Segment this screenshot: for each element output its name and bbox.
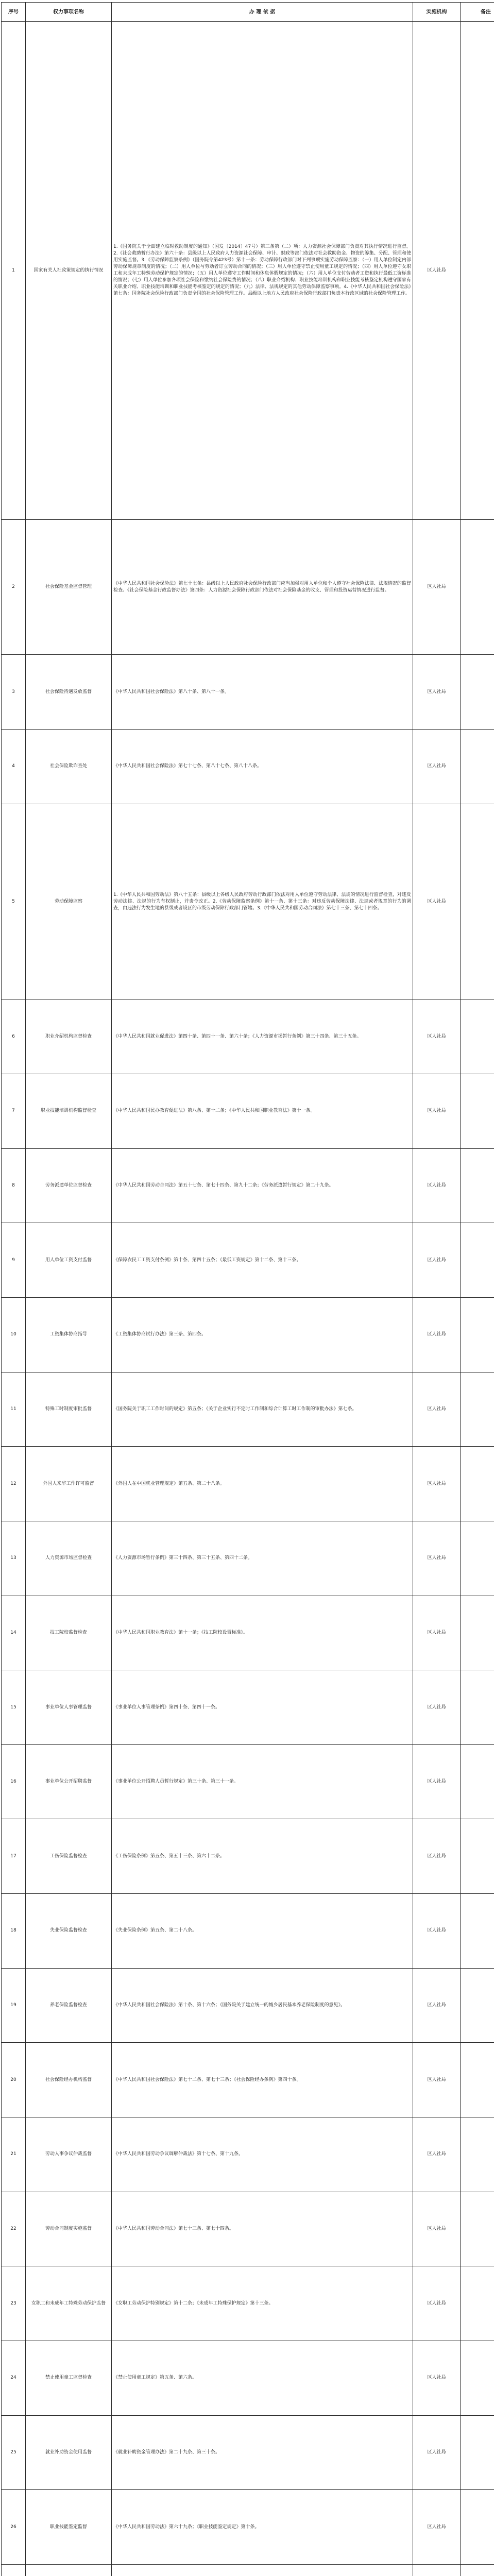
table-row	[2, 2192, 494, 2266]
cell-dept: 区人社局	[413, 1744, 461, 1819]
cell-note	[461, 1074, 494, 1149]
table-row	[2, 2490, 494, 2565]
cell-seq: 1	[2, 22, 26, 520]
cell-seq: 18	[2, 1894, 26, 1969]
cell-name: 社会保险待遇发放监督	[26, 655, 112, 730]
cell-dept: 区人社局	[413, 804, 461, 999]
cell-seq: 26	[2, 2490, 26, 2565]
cell-dept: 区人社局	[413, 2043, 461, 2117]
cell-basis: 《中华人民共和国劳动合同法》第五十七条、第七十四条、第九十二条；《劳务派遣暂行规定》第二十九条。	[112, 1148, 413, 1223]
cell-note	[461, 2043, 494, 2117]
header-seq: 序号	[2, 3, 26, 22]
cell-basis: 1.《中华人民共和国劳动法》第八十五条：县级以上各级人民政府劳动行政部门依法对用人单位遵守劳动法律、法规的情况进行监督检查，对违反劳动法律、法规的行为有权制止，并责令改正。2.《劳动保障监察条例》第十一条、第十三条：对违反劳动保障法律、法规或者规章的行为的调查，由违法行为发生地的县级或者设区的市级劳动保障行政部门管辖。3.《中华人民共和国劳动合同法》第七十三条、第七十四条。	[112, 804, 413, 999]
cell-seq: 13	[2, 1521, 26, 1596]
cell-name: 禁止使用童工监督检查	[26, 2341, 112, 2415]
cell-name: 事业单位人事管理监督	[26, 1670, 112, 1745]
cell-note	[461, 1819, 494, 1894]
table-row	[2, 1521, 494, 1596]
cell-note	[461, 1670, 494, 1745]
cell-name: 劳动保障监察	[26, 804, 112, 999]
table-row	[2, 22, 494, 520]
cell-seq: 25	[2, 2415, 26, 2490]
table-row	[2, 2341, 494, 2415]
cell-basis: 《中华人民共和国社会保险法》第七十七条、第八十七条、第八十八条。	[112, 730, 413, 804]
cell-note	[461, 1744, 494, 1819]
cell-name: 劳动人事争议仲裁监督	[26, 2117, 112, 2192]
cell-seq: 17	[2, 1819, 26, 1894]
cell-basis: 《中华人民共和国就业促进法》第四十条、第四十一条、第六十条；《人力资源市场暂行条例》第三十四条、第三十五条。	[112, 999, 413, 1074]
cell-note	[461, 730, 494, 804]
cell-note	[461, 2415, 494, 2490]
cell-basis: 《工资集体协商试行办法》第三条、第四条。	[112, 1297, 413, 1372]
cell-dept: 区人社局	[413, 1819, 461, 1894]
table-row	[2, 2043, 494, 2117]
cell-dept: 区人社局	[413, 2490, 461, 2565]
table-row	[2, 1819, 494, 1894]
cell-seq: 11	[2, 1372, 26, 1447]
cell-basis: 《失业保险条例》第五条、第二十八条。	[112, 1894, 413, 1969]
cell-seq	[2, 2564, 26, 2576]
cell-note	[461, 2192, 494, 2266]
cell-name: 社会保险基金监督管理	[26, 520, 112, 655]
table-row	[2, 1223, 494, 1298]
cell-name: 国家有关人社政策规定的执行情况	[26, 22, 112, 520]
cell-dept: 区人社局	[413, 1297, 461, 1372]
cell-basis: 《事业单位公开招聘人员暂行规定》第三十条、第三十一条。	[112, 1744, 413, 1819]
cell-dept: 区人社局	[413, 999, 461, 1074]
header-dept: 实施机构	[413, 3, 461, 22]
cell-basis: 《禁止使用童工规定》第五条、第六条。	[112, 2341, 413, 2415]
cell-name: 就业补助资金使用监督	[26, 2415, 112, 2490]
cell-basis: 《中华人民共和国社会保险法》第十条、第十六条；《国务院关于建立统一的城乡居民基本养老保险制度的意见》。	[112, 1968, 413, 2043]
cell-name: 人力资源市场监督检查	[26, 1521, 112, 1596]
cell-seq: 12	[2, 1447, 26, 1521]
table-row	[2, 1148, 494, 1223]
cell-dept: 区人社局	[413, 1521, 461, 1596]
table-row	[2, 655, 494, 730]
cell-basis	[112, 2564, 413, 2576]
cell-name: 劳务派遣单位监督检查	[26, 1148, 112, 1223]
cell-seq: 15	[2, 1670, 26, 1745]
cell-dept: 区人社局	[413, 655, 461, 730]
cell-seq: 7	[2, 1074, 26, 1149]
cell-seq: 21	[2, 2117, 26, 2192]
table-row	[2, 1670, 494, 1745]
cell-name: 女职工和未成年工特殊劳动保护监督	[26, 2266, 112, 2341]
cell-name: 社会保险经办机构监督	[26, 2043, 112, 2117]
cell-basis: 《中华人民共和国社会保险法》第八十条、第八十一条。	[112, 655, 413, 730]
table-row	[2, 1894, 494, 1969]
cell-note	[461, 520, 494, 655]
table-body	[2, 22, 494, 2576]
cell-seq: 8	[2, 1148, 26, 1223]
cell-basis: 1.《国务院关于全面建立临时救助制度的通知》（国发〔2014〕47号）第三条第（二）项：人力资源社会保障部门负责对其执行情况进行监督。2.《社会救助暂行办法》第六十条：县级以上人民政府人力资源社会保障、审计、财政等部门依法对社会救助资金、物资的筹集、分配、管理和使用实施监督。3.《劳动保障监察条例》（国务院令第423号）第十一条：劳动保障行政部门对下列事项实施劳动保障监察：（一）用人单位制定内部劳动保障规章制度的情况；（二）用人单位与劳动者订立劳动合同的情况；（三）用人单位遵守禁止使用童工规定的情况；（四）用人单位遵守女职工和未成年工特殊劳动保护规定的情况；（五）用人单位遵守工作时间和休息休假规定的情况；（六）用人单位支付劳动者工资和执行最低工资标准的情况；（七）用人单位参加各项社会保险和缴纳社会保险费的情况；（八）职业介绍机构、职业技能培训机构和职业技能考核鉴定机构遵守国家有关职业介绍、职业技能培训和职业技能考核鉴定的规定的情况；（九）法律、法规规定的其他劳动保障监察事项。4.《中华人民共和国社会保险法》第七条：国务院社会保险行政部门负责全国的社会保险管理工作。县级以上地方人民政府社会保险行政部门负责本行政区域的社会保险管理工作。	[112, 22, 413, 520]
cell-dept: 区人社局	[413, 1968, 461, 2043]
cell-note	[461, 2564, 494, 2576]
cell-name: 工资集体协商指导	[26, 1297, 112, 1372]
table-row	[2, 2564, 494, 2576]
header-basis: 办 理 依 据	[112, 3, 413, 22]
cell-name: 外国人来华工作许可监督	[26, 1447, 112, 1521]
cell-basis: 《中华人民共和国劳动法》第六十九条；《职业技能鉴定规定》第十条。	[112, 2490, 413, 2565]
cell-note	[461, 1297, 494, 1372]
cell-note	[461, 655, 494, 730]
cell-name: 职业技能培训机构监督检查	[26, 1074, 112, 1149]
table-row	[2, 2117, 494, 2192]
cell-note	[461, 2341, 494, 2415]
cell-dept: 区人社局	[413, 2415, 461, 2490]
cell-basis: 《中华人民共和国民办教育促进法》第八条、第十二条；《中华人民共和国职业教育法》第十一条。	[112, 1074, 413, 1149]
table-row	[2, 1968, 494, 2043]
cell-name: 用人单位工资支付监督	[26, 1223, 112, 1298]
cell-basis: 《保障农民工工资支付条例》第十条、第四十五条；《最低工资规定》第十二条、第十三条。	[112, 1223, 413, 1298]
table-row	[2, 804, 494, 999]
table-row	[2, 730, 494, 804]
cell-note	[461, 804, 494, 999]
cell-dept	[413, 2564, 461, 2576]
cell-name: 社会保险欺诈查处	[26, 730, 112, 804]
cell-dept: 区人社局	[413, 1596, 461, 1670]
cell-dept: 区人社局	[413, 2341, 461, 2415]
cell-name: 劳动合同制度实施监督	[26, 2192, 112, 2266]
cell-name: 工伤保险监督检查	[26, 1819, 112, 1894]
cell-seq: 10	[2, 1297, 26, 1372]
cell-note	[461, 1447, 494, 1521]
cell-name: 事业单位公开招聘监督	[26, 1744, 112, 1819]
cell-basis: 《中华人民共和国劳动争议调解仲裁法》第十七条、第十九条。	[112, 2117, 413, 2192]
cell-dept: 区人社局	[413, 1148, 461, 1223]
cell-name: 职业技能鉴定监督	[26, 2490, 112, 2565]
table-row	[2, 1372, 494, 1447]
cell-dept: 区人社局	[413, 2117, 461, 2192]
cell-seq: 5	[2, 804, 26, 999]
cell-dept: 区人社局	[413, 2266, 461, 2341]
cell-seq: 19	[2, 1968, 26, 2043]
table-row	[2, 2415, 494, 2490]
cell-basis: 《中华人民共和国社会保险法》第七十七条：县级以上人民政府社会保险行政部门应当加强对用人单位和个人遵守社会保险法律、法规情况的监督检查。《社会保险基金行政监督办法》第四条：人力资源社会保障行政部门依法对社会保险基金的收支、管理和投资运营情况进行监督。	[112, 520, 413, 655]
cell-note	[461, 999, 494, 1074]
cell-seq: 23	[2, 2266, 26, 2341]
cell-seq: 14	[2, 1596, 26, 1670]
cell-note	[461, 1596, 494, 1670]
cell-dept: 区人社局	[413, 2192, 461, 2266]
cell-seq: 4	[2, 730, 26, 804]
cell-note	[461, 22, 494, 520]
cell-basis: 《工伤保险条例》第五条、第五十三条、第六十二条。	[112, 1819, 413, 1894]
cell-seq: 9	[2, 1223, 26, 1298]
table-row	[2, 1744, 494, 1819]
cell-name: 特殊工时制度审批监督	[26, 1372, 112, 1447]
cell-note	[461, 2266, 494, 2341]
cell-name: 养老保险监督检查	[26, 1968, 112, 2043]
table-row	[2, 1297, 494, 1372]
cell-note	[461, 1521, 494, 1596]
cell-dept: 区人社局	[413, 1670, 461, 1745]
table-row	[2, 1447, 494, 1521]
cell-seq: 22	[2, 2192, 26, 2266]
cell-name	[26, 2564, 112, 2576]
table-header-row	[2, 3, 494, 22]
cell-basis: 《女职工劳动保护特别规定》第十二条；《未成年工特殊保护规定》第十三条。	[112, 2266, 413, 2341]
cell-basis: 《中华人民共和国职业教育法》第十一条；《技工院校设置标准》。	[112, 1596, 413, 1670]
cell-seq: 24	[2, 2341, 26, 2415]
cell-basis: 《人力资源市场暂行条例》第三十四条、第三十五条、第四十二条。	[112, 1521, 413, 1596]
header-name: 权力事项名称	[26, 3, 112, 22]
cell-note	[461, 2117, 494, 2192]
cell-basis: 《事业单位人事管理条例》第四十条、第四十一条。	[112, 1670, 413, 1745]
cell-name: 技工院校监督检查	[26, 1596, 112, 1670]
cell-dept: 区人社局	[413, 730, 461, 804]
cell-seq: 20	[2, 2043, 26, 2117]
cell-seq: 3	[2, 655, 26, 730]
cell-note	[461, 1894, 494, 1969]
cell-dept: 区人社局	[413, 520, 461, 655]
cell-dept: 区人社局	[413, 1223, 461, 1298]
cell-note	[461, 1968, 494, 2043]
cell-seq: 16	[2, 1744, 26, 1819]
power-list-table	[1, 2, 494, 2576]
table-row	[2, 1074, 494, 1149]
table-row	[2, 999, 494, 1074]
cell-basis: 《外国人在中国就业管理规定》第五条、第二十八条。	[112, 1447, 413, 1521]
cell-dept: 区人社局	[413, 1372, 461, 1447]
cell-seq: 6	[2, 999, 26, 1074]
table-row	[2, 1596, 494, 1670]
cell-seq: 2	[2, 520, 26, 655]
cell-name: 失业保险监督检查	[26, 1894, 112, 1969]
cell-dept: 区人社局	[413, 1074, 461, 1149]
cell-note	[461, 1372, 494, 1447]
cell-basis: 《中华人民共和国劳动合同法》第七十三条、第七十四条。	[112, 2192, 413, 2266]
cell-dept: 区人社局	[413, 1894, 461, 1969]
cell-basis: 《中华人民共和国社会保险法》第七十二条、第七十三条；《社会保险经办条例》第四十条。	[112, 2043, 413, 2117]
header-note: 备注	[461, 3, 494, 22]
table-row	[2, 520, 494, 655]
cell-note	[461, 1223, 494, 1298]
cell-basis: 《国务院关于职工工作时间的规定》第五条；《关于企业实行不定时工作制和综合计算工时工作制的审批办法》第七条。	[112, 1372, 413, 1447]
cell-basis: 《就业补助资金管理办法》第二十九条、第三十条。	[112, 2415, 413, 2490]
cell-note	[461, 1148, 494, 1223]
cell-name: 职业介绍机构监督检查	[26, 999, 112, 1074]
table-row	[2, 2266, 494, 2341]
cell-dept: 区人社局	[413, 22, 461, 520]
cell-note	[461, 2490, 494, 2565]
cell-dept: 区人社局	[413, 1447, 461, 1521]
